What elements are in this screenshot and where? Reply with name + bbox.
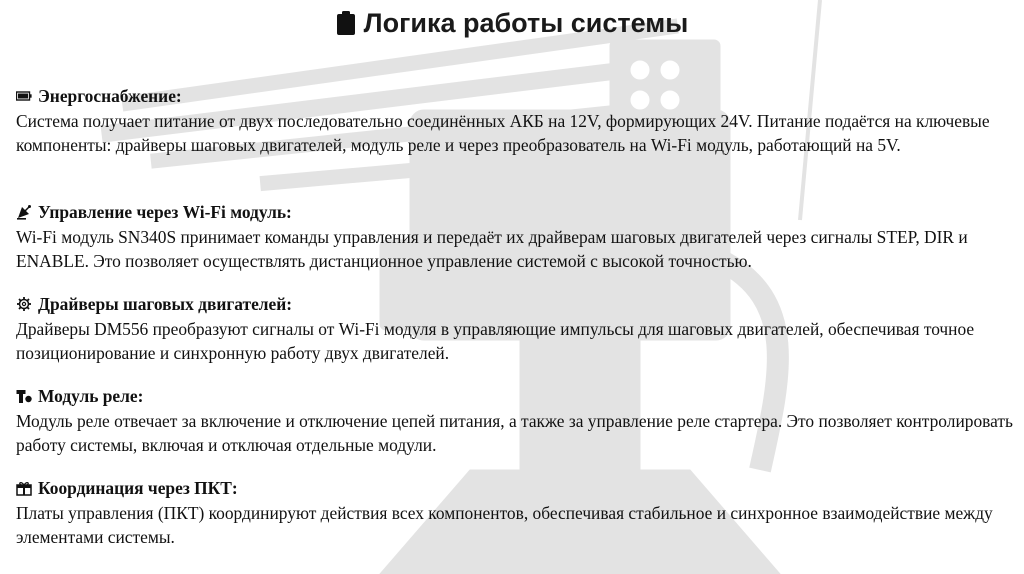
section-heading <box>16 200 1016 225</box>
section-stepper-drivers <box>16 292 1016 366</box>
section-heading <box>16 476 1016 501</box>
section-heading-text: Координация через ПКТ: <box>38 478 238 498</box>
section-relay-module <box>16 384 1016 458</box>
gear-icon <box>16 296 32 312</box>
slide-title <box>0 8 1024 39</box>
section-power <box>16 84 1016 158</box>
section-heading-text: Модуль реле: <box>38 386 144 406</box>
section-heading <box>16 292 1016 317</box>
satellite-dish-icon <box>16 204 32 220</box>
section-heading <box>16 84 1016 109</box>
section-body: Wi-Fi модуль SN340S принимает команды управления и передаёт их драйверам шаговых двигателей через сигналы STEP, DIR и ENABLE. Это позволяет осуществлять дистанционное управление системой с высокой точностью. <box>16 226 968 271</box>
section-wifi-control <box>16 200 1016 274</box>
section-heading-text: Управление через Wi-Fi модуль: <box>38 202 292 222</box>
section-body: Система получает питание от двух последовательно соединённых АКБ на 12V, формирующих 24V. Питание подаётся на ключевые компоненты: драйверы шаговых двигателей, модуль реле и через преобразователь на Wi-Fi модуль, работающий на 5V. <box>16 110 990 155</box>
toggle-icon <box>16 388 32 404</box>
gift-icon <box>16 480 32 496</box>
section-body: Модуль реле отвечает за включение и отключение цепей питания, а также за управление реле стартера. Это позволяет контролировать работу системы, включая и отключая отдельные модули. <box>16 410 1013 455</box>
battery-icon <box>16 88 32 104</box>
clipboard-icon <box>336 10 356 36</box>
section-heading <box>16 384 1016 409</box>
section-pkt-coordination <box>16 476 1016 550</box>
section-body: Платы управления (ПКТ) координируют действия всех компонентов, обеспечивая стабильное и синхронное взаимодействие между элементами системы. <box>16 502 993 547</box>
section-heading-text: Энергоснабжение: <box>38 86 182 106</box>
section-body: Драйверы DM556 преобразуют сигналы от Wi-Fi модуля в управляющие импульсы для шаговых двигателей, обеспечивая точное позиционирование и синхронную работу двух двигателей. <box>16 318 975 363</box>
section-heading-text: Драйверы шаговых двигателей: <box>38 294 293 314</box>
slide-title-text: Логика работы системы <box>363 8 689 38</box>
